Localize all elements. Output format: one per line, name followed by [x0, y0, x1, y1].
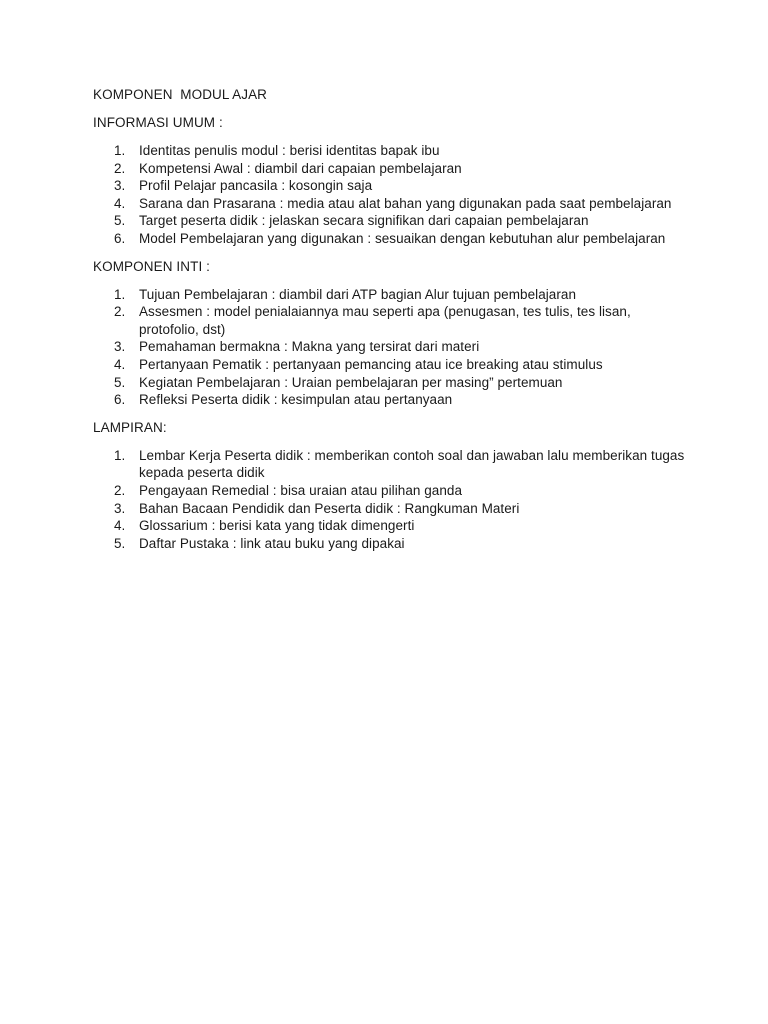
- list-item: [93, 482, 688, 500]
- list-item: [93, 517, 688, 535]
- item-text: Refleksi Peserta didik : kesimpulan atau pertanyaan: [139, 392, 453, 408]
- item-text: Identitas penulis modul : berisi identitas bapak ibu: [139, 143, 440, 158]
- document-title: KOMPONEN MODUL AJAR: [93, 87, 268, 102]
- item-number: 3.: [114, 500, 126, 516]
- item-number: 3.: [114, 178, 126, 194]
- item-number: 2.: [114, 482, 126, 498]
- list-item: [93, 338, 688, 356]
- item-text: Bahan Bacaan Pendidik dan Peserta didik : Rangkuman Materi: [139, 500, 520, 516]
- item-text: Profil Pelajar pancasila : kosongin saja: [139, 178, 373, 194]
- item-number: 6.: [114, 230, 126, 246]
- item-text: Sarana dan Prasarana : media atau alat bahan yang digunakan pada saat pembelajaran: [139, 195, 672, 211]
- item-text: Tujuan Pembelajaran : diambil dari ATP bagian Alur tujuan pembelajaran: [139, 286, 577, 302]
- item-number: 1.: [114, 286, 126, 302]
- numbered-list: [93, 447, 688, 553]
- list-item: [93, 212, 688, 230]
- list-item: [93, 374, 688, 392]
- item-number: 2.: [114, 304, 126, 320]
- item-text: Target peserta didik : jelaskan secara signifikan dari capaian pembelajaran: [139, 213, 589, 229]
- section-heading: LAMPIRAN:: [93, 419, 167, 435]
- item-number: 4.: [114, 518, 126, 534]
- list-item: [93, 160, 688, 178]
- list-item: [93, 195, 688, 213]
- list-item: [93, 286, 688, 304]
- item-text: Kegiatan Pembelajaran : Uraian pembelajaran per masing” pertemuan: [139, 374, 563, 390]
- item-text: Glossarium : berisi kata yang tidak dimengerti: [139, 518, 415, 534]
- list-item: [93, 391, 688, 409]
- item-number: 3.: [114, 339, 126, 355]
- list-item: [93, 142, 688, 160]
- item-text: Assesmen : model penialaiannya mau seperti apa (penugasan, tes tulis, tes lisan, protofolio, dst): [139, 304, 631, 337]
- item-text: Pertanyaan Pematik : pertanyaan pemancing atau ice breaking atau stimulus: [139, 356, 603, 372]
- item-text: Pengayaan Remedial : bisa uraian atau pilihan ganda: [139, 482, 463, 498]
- item-number: 1.: [114, 143, 126, 158]
- item-number: 1.: [114, 447, 126, 463]
- section-heading: INFORMASI UMUM :: [93, 115, 223, 130]
- list-item: [93, 500, 688, 518]
- list-item: [93, 303, 688, 338]
- section-heading: KOMPONEN INTI :: [93, 258, 211, 274]
- item-number: 6.: [114, 392, 126, 408]
- item-text: Pemahaman bermakna : Makna yang tersirat dari materi: [139, 339, 480, 355]
- item-number: 4.: [114, 195, 126, 211]
- item-number: 5.: [114, 213, 126, 229]
- item-number: 2.: [114, 160, 126, 176]
- item-number: 5.: [114, 374, 126, 390]
- item-text: Kompetensi Awal : diambil dari capaian pembelajaran: [139, 160, 462, 176]
- item-number: 4.: [114, 356, 126, 372]
- item-text: Daftar Pustaka : link atau buku yang dipakai: [139, 535, 405, 551]
- item-number: 5.: [114, 535, 126, 551]
- item-text: Model Pembelajaran yang digunakan : sesuaikan dengan kebutuhan alur pembelajaran: [139, 230, 666, 246]
- numbered-list: [93, 142, 688, 248]
- list-item: [93, 535, 688, 553]
- list-item: [93, 177, 688, 195]
- list-item: [93, 356, 688, 374]
- section-informasi-umum: [93, 114, 688, 248]
- numbered-list: [93, 286, 688, 409]
- section-komponen-inti: [93, 258, 688, 409]
- list-item: [93, 230, 688, 248]
- item-text: Lembar Kerja Peserta didik : memberikan contoh soal dan jawaban lalu memberikan tugas kepada peserta didik: [139, 447, 685, 481]
- list-item: [93, 447, 688, 482]
- section-lampiran: [93, 419, 688, 553]
